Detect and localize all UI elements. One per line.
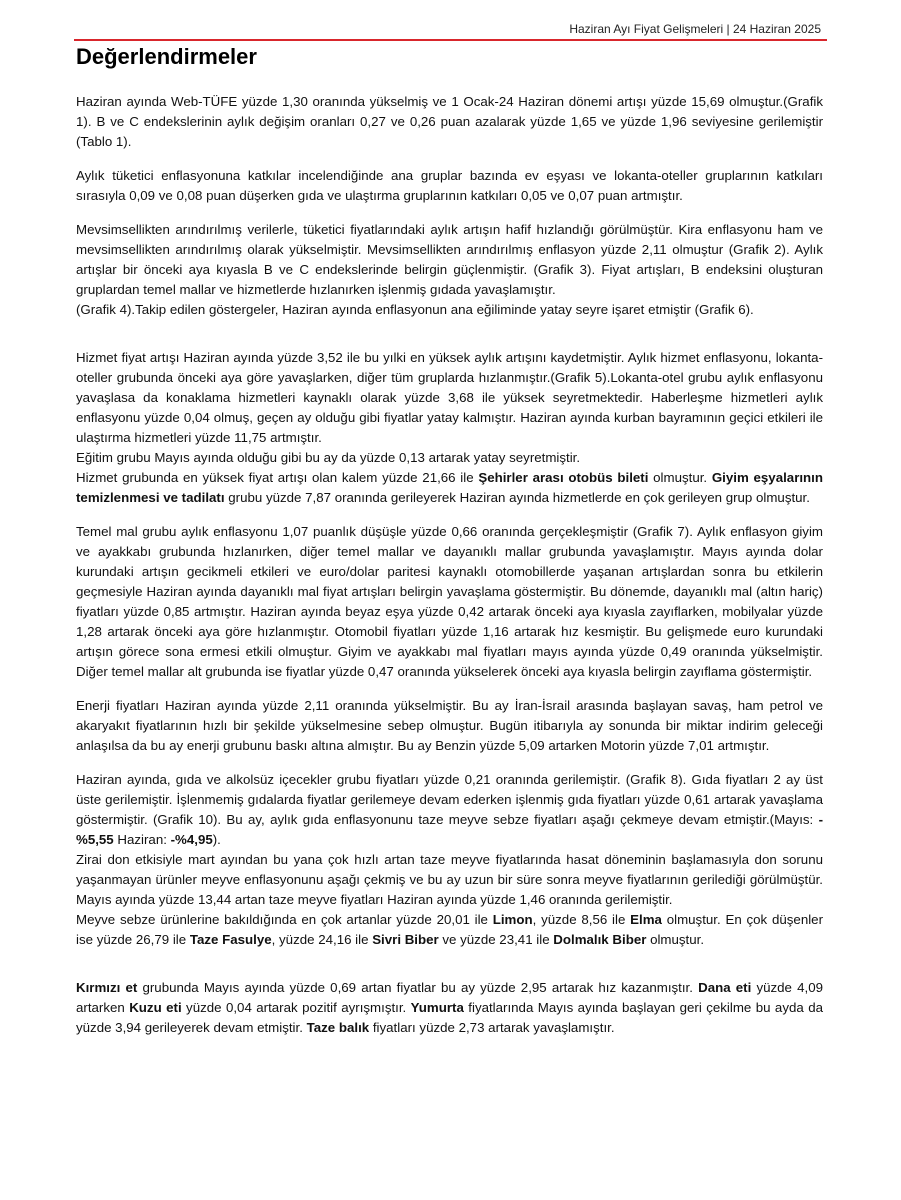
running-title: Haziran Ayı Fiyat Gelişmeleri | 24 Haziran 2025 bbox=[569, 22, 821, 36]
paragraph-fruit: Zirai don etkisiyle mart ayından bu yana çok hızlı artan taze meyve fiyatlarında hasat döneminin başlamasıyla don sorunu yaşanmayan ürünler meyve enflasyonunu aşağı çekmiş ve bu ay uzun bir süre sonra meyve fiyatlarının gerilediği görülmüştür. Mayıs ayında yüzde 13,44 artan taze meyve fiyatları Haziran ayında yüzde 1,46 oranında gerilemiştir. bbox=[76, 852, 823, 907]
highlight-june-rate: -%4,95 bbox=[170, 832, 213, 847]
paragraph-education: Eğitim grubu Mayıs ayında olduğu gibi bu ay da yüzde 0,13 artarak yatay seyretmiştir. bbox=[76, 450, 581, 465]
highlight-limon: Limon bbox=[492, 912, 533, 927]
highlight-elma: Elma bbox=[630, 912, 662, 927]
highlight-kirmizi-et: Kırmızı et bbox=[76, 980, 138, 995]
highlight-taze-balik: Taze balık bbox=[306, 1020, 370, 1035]
highlight-kuzu-eti: Kuzu eti bbox=[129, 1000, 182, 1015]
page-header bbox=[0, 0, 901, 40]
paragraph-services-items: Hizmet grubunda en yüksek fiyat artışı olan kalem yüzde 21,66 ile Şehirler arası otobüs bileti olmuştur. Giyim eşyalarının temizlenmesi ve tadilatı grubu yüzde 7,87 oranında gerileyerek Haziran ayında hizmetlerde en çok gerileyen grup olmuştur. bbox=[76, 470, 823, 505]
highlight-dolmalik-biber: Dolmalık Biber bbox=[553, 932, 647, 947]
highlight-may-rate: -%5,55 bbox=[76, 812, 823, 847]
highlight-clothing-cleaning: Giyim eşyalarının temizlenmesi ve tadilatı bbox=[76, 470, 823, 505]
paragraph-food: Haziran ayında, gıda ve alkolsüz içecekler grubu fiyatları yüzde 0,21 oranında gerilemiştir. (Grafik 8). Gıda fiyatları 2 ay üst üste gerilemiştir. İşlenmemiş gıdalarda fiyatlar gerilemeye devam ederken işlenmiş gıda fiyatları yüzde 0,61 artarak yavaşlama göstermiştir. (Grafik 10). Bu ay, aylık gıda enflasyonunu taze meyve sebze fiyatları aşağı çekmeye devam etmiştir.(Mayıs: -%5,55 Haziran: -%4,95). bbox=[76, 772, 823, 847]
paragraph-energy: Enerji fiyatları Haziran ayında yüzde 2,11 oranında yükselmiştir. Bu ay İran-İsrail arasında başlayan savaş, ham petrol ve akaryakıt fiyatlarının hızlı bir şekilde yükselmesine sebep olmuştur. Bugün itibarıyla ay sonunda bir miktar indirim geleceği anlaşılsa da bu ay enerji grubunu baskı altına almıştır. Bu ay Benzin yüzde 5,09 artarken Motorin yüzde 7,01 artmıştır. bbox=[76, 698, 823, 753]
page-title: Değerlendirmeler bbox=[76, 44, 257, 69]
paragraph-core-goods: Temel mal grubu aylık enflasyonu 1,07 puanlık düşüşle yüzde 0,66 oranında gerçekleşmiştir (Grafik 7). Aylık enflasyon giyim ve ayakkabı grubunda hızlanırken, diğer temel mallar ve dayanıklı mallar grubunda yavaşlamıştır. Mayıs ayında dolar kurundaki artışın gecikmeli etkileri ve euro/dolar paritesi kaynaklı otomobillerde yaşanan artışlardan sonra bu etkilerin geçmesiyle Haziran ayında dayanıklı mal fiyat artışları belirgin yavaşlama göstermiştir. Bu dönemde, dayanıklı mal (altın hariç) fiyatları yüzde 0,85 artmıştır. Haziran ayında beyaz eşya yüzde 0,42 artarak önceki aya kıyasla zayıflarken, mobilyalar yüzde 1,28 artarak önceki aya göre hızlanmıştır. Otomobil fiyatları yüzde 1,16 artarak hız kesmiştir. Bu gelişmede euro kurundaki artışın görece sona ermesi etkili olmuştur. Giyim ve ayakkabı mal fiyatları mayıs ayında yüzde 0,49 oranında yükselmiştir. Diğer temel mallar alt grubunda ise fiyatlar yüzde 0,47 oranında yükselerek önceki aya kıyasla belirgin zayıflama göstermiştir. bbox=[76, 524, 823, 679]
paragraph-contributions: Aylık tüketici enflasyonuna katkılar incelendiğinde ana gruplar bazında ev eşyası ve lokanta-oteller gruplarının katkıları sırasıyla 0,09 ve 0,08 puan düşerken gıda ve ulaştırma gruplarının katkıları 0,05 ve 0,07 puan artmıştır. bbox=[76, 168, 823, 203]
header-divider bbox=[74, 39, 827, 41]
paragraph-seasonal: Mevsimsellikten arındırılmış verilerle, tüketici fiyatlarındaki aylık artışın hafif hızlandığı görülmüştür. Kira enflasyonu ham ve mevsimsellikten arındırılmış olarak yükselmiştir. Mevsimsellikten arındırılmış enflasyon yüzde 2,11 olmuştur (Grafik 2). Aylık artışlar bir önceki aya kıyasla B ve C endekslerinde belirgin güçlenmiştir. (Grafik 3). Fiyat artışları, B endeksini oluşturan gruplardan temel mallar ve hizmetlerde hızlanırken işlenmiş gıdada yavaşlamıştır. bbox=[76, 222, 823, 297]
highlight-taze-fasulye: Taze Fasulye bbox=[189, 932, 272, 947]
document-body bbox=[76, 92, 823, 1038]
paragraph-seasonal-cont: (Grafik 4).Takip edilen göstergeler, Haziran ayında enflasyonun ana eğiliminde yatay seyre işaret etmiştir (Grafik 6). bbox=[76, 302, 754, 317]
paragraph-webtufe: Haziran ayında Web-TÜFE yüzde 1,30 oranında yükselmiş ve 1 Ocak-24 Haziran dönemi artışı yüzde 15,69 olmuştur.(Grafik 1). B ve C endekslerinin aylık değişim oranları 0,27 ve 0,26 puan azalarak yüzde 1,65 ve yüzde 1,96 seviyesine gerilemiştir (Tablo 1). bbox=[76, 94, 823, 149]
paragraph-meat: Kırmızı et grubunda Mayıs ayında yüzde 0,69 artan fiyatlar bu ay yüzde 2,95 artarak hız kazanmıştır. Dana eti yüzde 4,09 artarken Kuzu eti yüzde 0,04 artarak pozitif ayrışmıştır. Yumurta fiyatlarında Mayıs ayında başlayan geri çekilme bu ayda da yüzde 3,94 gerileyerek devam etmiştir. Taze balık fiyatları yüzde 2,73 artarak yavaşlamıştır. bbox=[76, 980, 823, 1035]
highlight-yumurta: Yumurta bbox=[410, 1000, 464, 1015]
highlight-dana-eti: Dana eti bbox=[698, 980, 752, 995]
highlight-sivri-biber: Sivri Biber bbox=[372, 932, 439, 947]
paragraph-services: Hizmet fiyat artışı Haziran ayında yüzde 3,52 ile bu yılki en yüksek aylık artışını kaydetmiştir. Aylık hizmet enflasyonu, lokanta-oteller grubunda önceki aya göre yavaşlarken, diğer tüm gruplarda hızlanmıştır.(Grafik 5).Lokanta-otel grubu aylık enflasyonu yavaşlasa da konaklama hizmetleri kaynaklı olarak yüzde 3,68 ile yüksek seyretmektedir. Haberleşme hizmetleri aylık enflasyonu yüzde 0,04 olmuş, geçen ay olduğu gibi fiyatlar yatay kalmıştır. Haziran ayında kurban bayramının geçici etkileri ile ulaştırma hizmetleri yüzde 11,75 artmıştır. bbox=[76, 350, 823, 445]
paragraph-produce: Meyve sebze ürünlerine bakıldığında en çok artanlar yüzde 20,01 ile Limon, yüzde 8,56 ile Elma olmuştur. En çok düşenler ise yüzde 26,79 ile Taze Fasulye, yüzde 24,16 ile Sivri Biber ve yüzde 23,41 ile Dolmalık Biber olmuştur. bbox=[76, 912, 823, 947]
highlight-bus-ticket: Şehirler arası otobüs bileti bbox=[478, 470, 649, 485]
